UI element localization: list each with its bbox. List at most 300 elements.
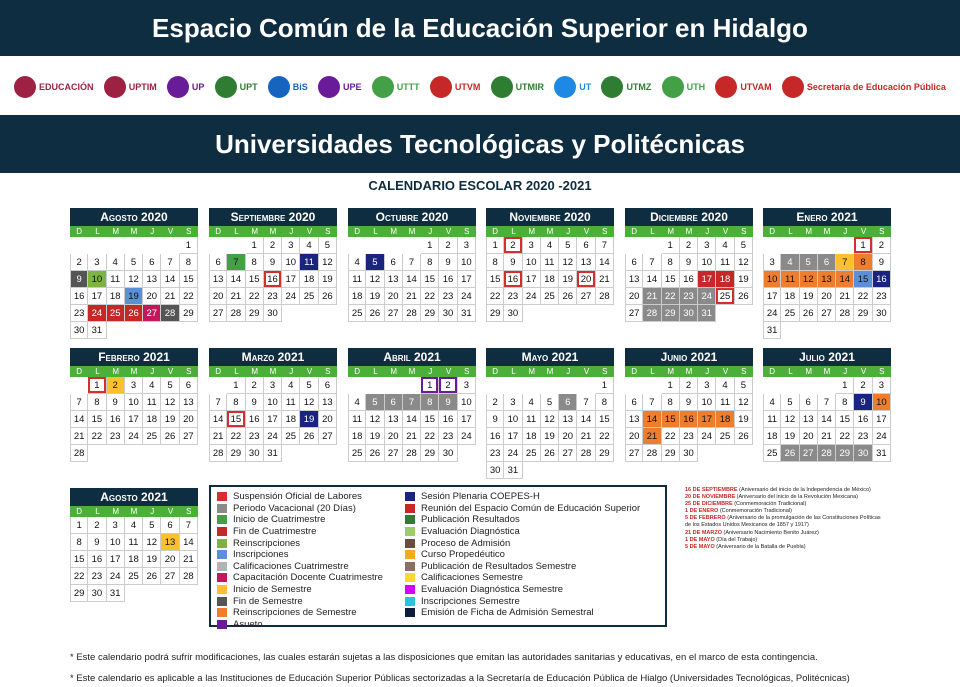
calendar-day: 11 <box>300 254 318 271</box>
calendar-day: 24 <box>698 428 716 445</box>
calendar-day: 25 <box>300 288 318 305</box>
legend-label: Reinscripciones de Semestre <box>233 607 357 619</box>
calendar-day: 29 <box>662 445 680 462</box>
calendar-day: 6 <box>577 237 595 254</box>
calendar-empty-cell <box>541 305 559 322</box>
logo-mark-icon <box>662 76 684 98</box>
logo-label: UTTT <box>396 82 420 92</box>
calendar-day: 20 <box>385 288 403 305</box>
calendar-empty-cell <box>781 322 799 339</box>
calendar-day: 5 <box>559 237 577 254</box>
weekday-label: L <box>788 227 793 236</box>
holiday-date: 5 DE FEBRERO <box>685 515 728 522</box>
weekday-header <box>763 226 891 237</box>
calendar-empty-cell <box>643 377 661 394</box>
calendar-day: 13 <box>385 271 403 288</box>
calendar-day: 23 <box>680 288 698 305</box>
logo-mark-icon <box>601 76 623 98</box>
weekday-label: L <box>511 227 516 236</box>
calendar-day: 17 <box>88 288 106 305</box>
calendar-day: 29 <box>70 585 88 602</box>
calendar-empty-cell <box>800 322 818 339</box>
calendar-day: 29 <box>227 445 245 462</box>
calendar-day: 12 <box>319 254 337 271</box>
legend-item <box>405 607 640 619</box>
weekday-label: S <box>464 367 470 376</box>
calendar-day: 17 <box>504 428 522 445</box>
calendar-empty-cell <box>800 377 818 394</box>
calendar-day: 1 <box>180 237 198 254</box>
logo-label: UT <box>579 82 592 92</box>
calendar-day: 15 <box>70 551 88 568</box>
calendar-day: 3 <box>282 237 300 254</box>
calendar-day: 31 <box>698 305 716 322</box>
legend-swatch-icon <box>217 620 227 629</box>
institution-logo <box>430 76 481 98</box>
calendar-day: 26 <box>541 445 559 462</box>
calendar-day: 18 <box>348 288 366 305</box>
calendar-day: 23 <box>439 288 457 305</box>
calendar-day: 28 <box>403 305 421 322</box>
holiday-date: 1 DE MAYO <box>685 536 717 543</box>
calendar-day: 8 <box>180 254 198 271</box>
holiday-date: 21 DE MARZO <box>685 529 724 536</box>
calendar-day: 9 <box>88 534 106 551</box>
calendar-day: 19 <box>541 428 559 445</box>
weekday-label: M <box>390 367 398 376</box>
calendar-day: 15 <box>662 411 680 428</box>
calendar-day: 19 <box>559 271 577 288</box>
legend-item <box>405 503 640 515</box>
calendar-day: 21 <box>227 288 245 305</box>
weekday-label: D <box>631 227 638 236</box>
legend-item <box>405 491 640 503</box>
calendar-empty-cell <box>107 322 125 339</box>
calendar-day: 8 <box>854 254 872 271</box>
calendar-empty-cell <box>143 445 161 462</box>
weekday-label: V <box>445 227 452 236</box>
weekday-header <box>70 506 198 517</box>
calendar-day: 2 <box>486 394 504 411</box>
weekday-label: L <box>234 227 239 236</box>
legend-item <box>217 572 383 584</box>
calendar-empty-cell <box>125 445 143 462</box>
calendar-empty-cell <box>300 445 318 462</box>
weekday-label: V <box>306 227 313 236</box>
calendar-empty-cell <box>88 445 106 462</box>
legend-swatch-icon <box>217 585 227 594</box>
calendar-day: 8 <box>227 394 245 411</box>
calendar-empty-cell <box>403 237 421 254</box>
month-title: Julio 2021 <box>763 348 891 366</box>
weekday-label: J <box>566 227 571 236</box>
calendar-day: 18 <box>143 411 161 428</box>
weekday-label: J <box>428 227 433 236</box>
logo-label: UPT <box>239 82 258 92</box>
calendar-day: 21 <box>403 288 421 305</box>
calendar-empty-cell <box>523 462 541 479</box>
weekday-label: J <box>428 367 433 376</box>
calendar-day: 19 <box>735 411 753 428</box>
weekday-label: M <box>251 367 259 376</box>
calendar-day: 19 <box>800 288 818 305</box>
weekday-label: M <box>685 227 693 236</box>
calendar-day: 21 <box>643 428 661 445</box>
calendar-empty-cell <box>800 237 818 254</box>
legend-swatch-icon <box>217 562 227 571</box>
holiday-notes <box>685 487 885 551</box>
logo-label: EDUCACIÓN <box>39 82 94 92</box>
calendar-day: 4 <box>348 254 366 271</box>
weekday-label: V <box>445 367 452 376</box>
logo-mark-icon <box>372 76 394 98</box>
weekday-label: D <box>76 227 83 236</box>
calendar-day: 28 <box>180 568 198 585</box>
legend-swatch-icon <box>217 573 227 582</box>
calendar-day: 22 <box>227 428 245 445</box>
weekday-header <box>348 366 476 377</box>
month-calendar <box>625 208 753 322</box>
calendar-day: 16 <box>246 411 264 428</box>
calendar-day: 8 <box>246 254 264 271</box>
calendar-day: 20 <box>385 428 403 445</box>
calendar-empty-cell <box>559 462 577 479</box>
calendar-day: 5 <box>800 254 818 271</box>
calendar-day: 18 <box>716 411 734 428</box>
calendar-day: 10 <box>458 394 476 411</box>
weekday-label: L <box>788 367 793 376</box>
legend-label: Sesión Plenaria COEPES-H <box>421 491 540 503</box>
legend-label: Inicio de Cuatrimestre <box>233 514 326 526</box>
month-title: Diciembre 2020 <box>625 208 753 226</box>
calendar-day: 13 <box>577 254 595 271</box>
calendar-day: 27 <box>385 305 403 322</box>
calendar-day: 15 <box>88 411 106 428</box>
calendar-day: 14 <box>227 271 245 288</box>
weekday-label: V <box>306 367 313 376</box>
month-calendar <box>70 348 198 462</box>
calendar-day: 28 <box>70 445 88 462</box>
legend-item <box>217 491 383 503</box>
calendar-day: 2 <box>680 237 698 254</box>
calendar-day: 28 <box>161 305 179 322</box>
legend-label: Capacitación Docente Cuatrimestre <box>233 572 383 584</box>
calendar-day: 13 <box>818 271 836 288</box>
calendar-day: 18 <box>107 288 125 305</box>
calendar-day: 8 <box>596 394 614 411</box>
calendar-empty-cell <box>385 237 403 254</box>
calendar-day: 17 <box>125 411 143 428</box>
calendar-day: 25 <box>107 305 125 322</box>
calendar-day: 22 <box>70 568 88 585</box>
calendar-day: 20 <box>209 288 227 305</box>
calendar-day: 26 <box>161 428 179 445</box>
calendar-empty-cell <box>577 305 595 322</box>
calendar-day: 13 <box>161 534 179 551</box>
calendar-day: 21 <box>70 428 88 445</box>
calendar-day: 11 <box>523 411 541 428</box>
calendar-empty-cell <box>125 237 143 254</box>
calendar-day: 13 <box>625 271 643 288</box>
calendar-empty-cell <box>319 305 337 322</box>
calendar-empty-cell <box>818 237 836 254</box>
weekday-header <box>763 366 891 377</box>
calendar-day: 21 <box>209 428 227 445</box>
calendar-day: 5 <box>781 394 799 411</box>
legend-left-column <box>217 491 383 630</box>
calendar-day: 15 <box>662 271 680 288</box>
calendar-day: 20 <box>625 288 643 305</box>
legend-label: Reinscripciones <box>233 537 301 549</box>
institution-logo <box>491 76 545 98</box>
calendar-day: 28 <box>643 305 661 322</box>
month-calendar <box>348 348 476 462</box>
calendar-day: 30 <box>88 585 106 602</box>
calendar-day: 4 <box>523 394 541 411</box>
calendar-day: 28 <box>209 445 227 462</box>
institution-logo <box>167 76 205 98</box>
calendar-day: 28 <box>836 305 854 322</box>
calendar-day: 13 <box>800 411 818 428</box>
calendar-day: 25 <box>125 568 143 585</box>
holiday-text: (Aniversario del inicio de la Revolución Mexicana) <box>736 494 859 501</box>
calendar-day: 5 <box>366 254 384 271</box>
calendar-day: 23 <box>107 428 125 445</box>
calendar-day: 3 <box>698 237 716 254</box>
calendar-day: 21 <box>403 428 421 445</box>
calendar-day: 10 <box>523 254 541 271</box>
weekday-label: J <box>566 367 571 376</box>
calendar-day: 25 <box>541 288 559 305</box>
institution-logo <box>372 76 420 98</box>
calendar-day: 29 <box>596 445 614 462</box>
weekday-label: J <box>150 227 155 236</box>
calendar-day: 14 <box>403 271 421 288</box>
month-calendar <box>486 208 614 322</box>
holiday-note <box>685 501 885 508</box>
calendar-day: 17 <box>698 411 716 428</box>
calendar-empty-cell <box>818 322 836 339</box>
calendar-day: 17 <box>107 551 125 568</box>
weekday-label: D <box>354 227 361 236</box>
legend-item <box>217 503 383 515</box>
calendar-day: 17 <box>282 271 300 288</box>
calendar-day: 14 <box>70 411 88 428</box>
calendar-empty-cell <box>781 237 799 254</box>
weekday-label: S <box>325 367 331 376</box>
calendar-day: 30 <box>680 305 698 322</box>
calendar-day: 23 <box>680 428 698 445</box>
calendar-day: 8 <box>70 534 88 551</box>
calendar-day: 29 <box>486 305 504 322</box>
weekday-label: S <box>879 367 885 376</box>
weekday-header <box>70 366 198 377</box>
calendar-day: 29 <box>836 445 854 462</box>
legend-label: Curso Propedéutico <box>421 549 505 561</box>
calendar-day: 10 <box>107 534 125 551</box>
calendar-day: 16 <box>264 271 282 288</box>
legend-item <box>217 549 383 561</box>
calendar-day: 5 <box>161 377 179 394</box>
legend-item <box>405 561 640 573</box>
calendar-day: 4 <box>300 237 318 254</box>
calendar-day: 5 <box>735 377 753 394</box>
calendar-day: 15 <box>421 411 439 428</box>
legend-item <box>405 514 640 526</box>
calendar-day: 30 <box>854 445 872 462</box>
calendar-day: 10 <box>698 254 716 271</box>
month-title: Septiembre 2020 <box>209 208 337 226</box>
calendar-day: 15 <box>836 411 854 428</box>
calendar-day: 6 <box>385 254 403 271</box>
calendar-day: 24 <box>282 288 300 305</box>
calendar-empty-cell <box>319 445 337 462</box>
month-title: Agosto 2020 <box>70 208 198 226</box>
calendar-empty-cell <box>125 322 143 339</box>
weekday-label: S <box>741 227 747 236</box>
calendar-day: 27 <box>319 428 337 445</box>
logo-label: UPE <box>342 82 362 92</box>
weekday-label: S <box>879 227 885 236</box>
calendar-day: 12 <box>800 271 818 288</box>
calendar-day: 15 <box>596 411 614 428</box>
calendar-day: 10 <box>698 394 716 411</box>
footnote-1: * Este calendario podrá sufrir modificaciones, las cuales estarán sujetas a las disposiciones que emitan las autoridades sanitarias y educativas, en el marco de esta contingencia. <box>70 652 818 663</box>
calendar-day: 14 <box>643 411 661 428</box>
weekday-label: L <box>234 367 239 376</box>
logo-mark-icon <box>782 76 804 98</box>
calendar-day: 1 <box>88 377 106 394</box>
calendar-day: 16 <box>439 411 457 428</box>
legend-swatch-icon <box>405 527 415 536</box>
legend-label: Calificaciones Cuatrimestre <box>233 560 349 572</box>
weekday-label: V <box>167 227 174 236</box>
calendar-day: 9 <box>680 394 698 411</box>
calendar-day: 3 <box>458 237 476 254</box>
calendar-day: 31 <box>763 322 781 339</box>
calendar-day: 7 <box>209 394 227 411</box>
legend-item <box>217 526 383 538</box>
weekday-label: M <box>546 227 554 236</box>
logo-mark-icon <box>14 76 36 98</box>
institution-logo <box>782 76 946 98</box>
calendar-day: 6 <box>143 254 161 271</box>
calendar-day: 29 <box>662 305 680 322</box>
calendar-day: 15 <box>486 271 504 288</box>
calendar-day: 16 <box>504 271 522 288</box>
month-title: Marzo 2021 <box>209 348 337 366</box>
calendar-day: 12 <box>559 254 577 271</box>
calendar-day: 22 <box>662 288 680 305</box>
weekday-label: L <box>373 227 378 236</box>
calendar-day: 6 <box>209 254 227 271</box>
calendar-day: 14 <box>161 271 179 288</box>
legend-swatch-icon <box>217 504 227 513</box>
calendar-day: 12 <box>300 394 318 411</box>
calendar-day: 11 <box>763 411 781 428</box>
weekday-label: S <box>741 367 747 376</box>
legend-item <box>405 537 640 549</box>
legend-label: Fin de Cuatrimestre <box>233 526 317 538</box>
calendar-empty-cell <box>143 237 161 254</box>
calendar-day: 6 <box>180 377 198 394</box>
calendar-day: 22 <box>854 288 872 305</box>
calendar-day: 9 <box>246 394 264 411</box>
calendar-empty-cell <box>735 445 753 462</box>
logo-mark-icon <box>318 76 340 98</box>
calendar-day: 2 <box>264 237 282 254</box>
weekday-label: J <box>289 367 294 376</box>
calendar-day: 30 <box>70 322 88 339</box>
month-title: Febrero 2021 <box>70 348 198 366</box>
calendar-day: 17 <box>458 411 476 428</box>
calendar-day: 20 <box>577 271 595 288</box>
calendar-day: 7 <box>643 394 661 411</box>
calendar-day: 9 <box>854 394 872 411</box>
calendar-day: 18 <box>523 428 541 445</box>
legend-item <box>405 584 640 596</box>
calendar-day: 6 <box>625 394 643 411</box>
weekday-label: M <box>112 507 120 516</box>
calendar-day: 12 <box>735 254 753 271</box>
holiday-note <box>685 537 885 544</box>
calendar-day: 30 <box>680 445 698 462</box>
calendar-day: 27 <box>559 445 577 462</box>
calendar-day: 26 <box>735 428 753 445</box>
legend-swatch-icon <box>405 585 415 594</box>
calendar-empty-cell <box>541 462 559 479</box>
calendar-day: 5 <box>366 394 384 411</box>
weekday-label: M <box>130 367 138 376</box>
weekday-label: V <box>722 227 729 236</box>
calendar-day: 23 <box>504 288 522 305</box>
calendar-day: 8 <box>88 394 106 411</box>
calendar-day: 18 <box>348 428 366 445</box>
calendar-day: 9 <box>873 254 891 271</box>
calendar-empty-cell <box>282 305 300 322</box>
holiday-date: 25 DE DICIEMBRE <box>685 501 735 508</box>
page-title: Espacio Común de la Educación Superior en Hidalgo <box>0 0 960 56</box>
calendar-day: 11 <box>107 271 125 288</box>
calendar-day: 22 <box>88 428 106 445</box>
calendar-empty-cell <box>504 377 522 394</box>
calendar-day: 23 <box>854 428 872 445</box>
calendar-day: 7 <box>161 254 179 271</box>
weekday-label: V <box>722 367 729 376</box>
calendar-empty-cell <box>486 377 504 394</box>
calendar-day: 30 <box>246 445 264 462</box>
calendar-day: 25 <box>282 428 300 445</box>
calendar-day: 21 <box>836 288 854 305</box>
weekday-label: D <box>631 367 638 376</box>
calendar-empty-cell <box>348 377 366 394</box>
calendar-day: 3 <box>458 377 476 394</box>
calendar-day: 15 <box>246 271 264 288</box>
calendar-day: 9 <box>70 271 88 288</box>
calendar-day: 19 <box>125 288 143 305</box>
calendar-day: 21 <box>596 271 614 288</box>
calendar-day: 14 <box>209 411 227 428</box>
calendar-empty-cell <box>107 445 125 462</box>
weekday-label: J <box>843 367 848 376</box>
weekday-label: S <box>186 227 192 236</box>
footnote-2: * Este calendario es aplicable a las Instituciones de Educación Superior Públicas sectorizadas a la Secretaría de Educación Pública de Hialgo (Universidades Tecnológicas, Politécnicas) <box>70 673 850 684</box>
legend-swatch-icon <box>217 608 227 617</box>
weekday-label: D <box>769 367 776 376</box>
calendar-empty-cell <box>559 305 577 322</box>
calendar-day: 6 <box>625 254 643 271</box>
logo-mark-icon <box>167 76 189 98</box>
